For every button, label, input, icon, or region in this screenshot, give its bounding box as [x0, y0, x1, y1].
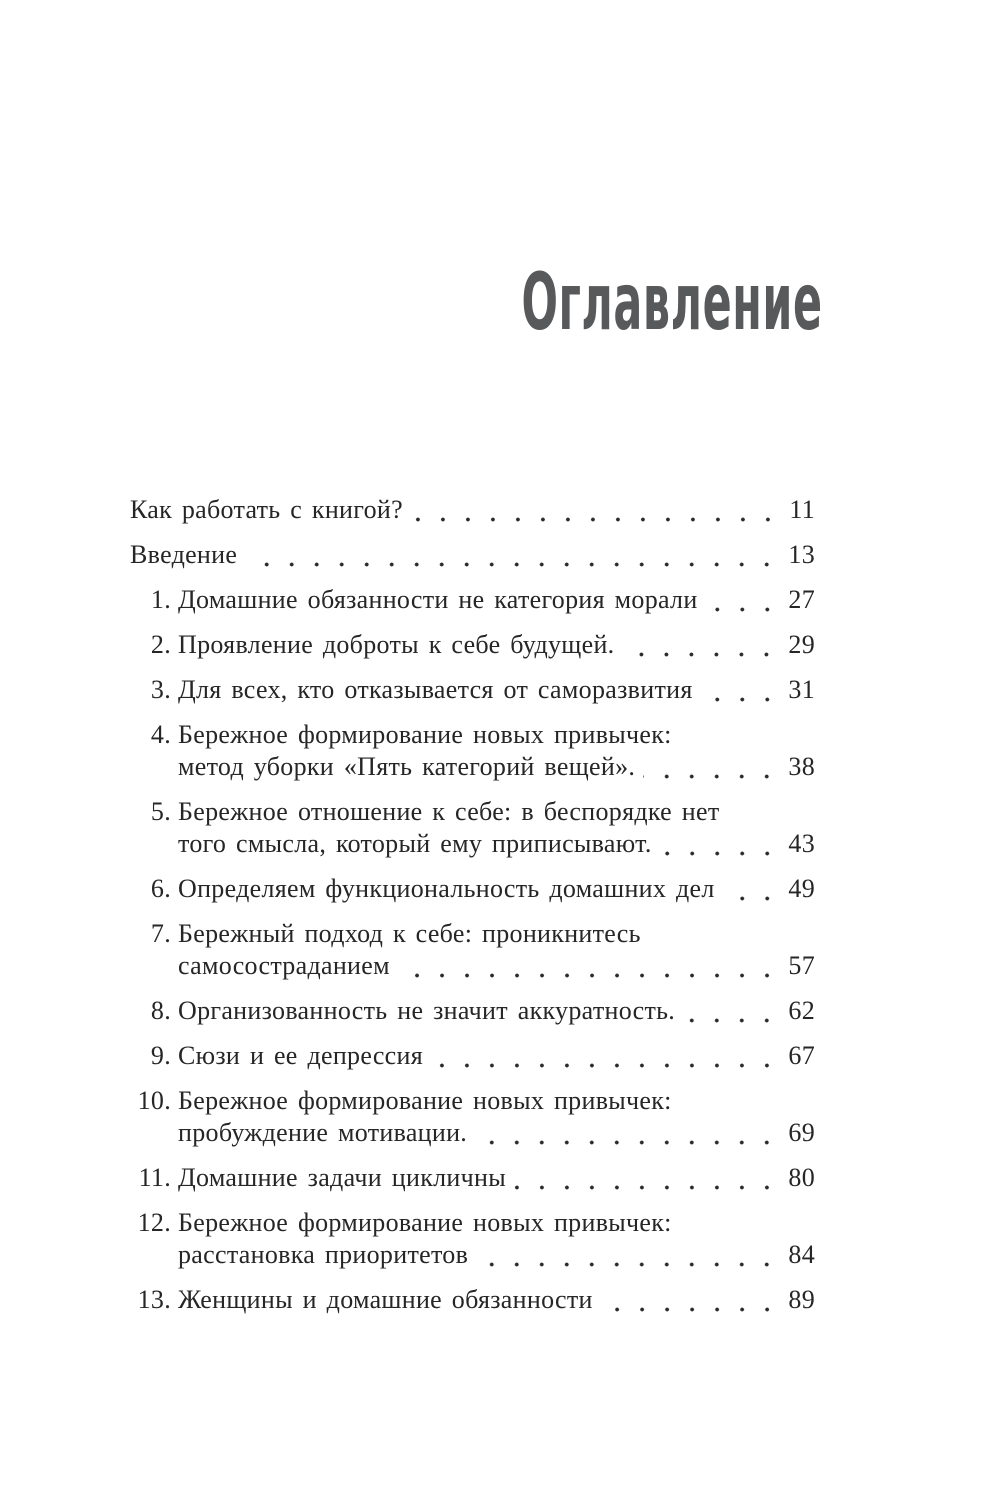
toc-entry-body — [178, 918, 815, 982]
toc-entry-number: 6. — [150, 874, 171, 903]
toc-entry-body — [178, 674, 815, 706]
dot-leader — [660, 828, 783, 860]
toc-entry-lastline — [178, 1162, 815, 1194]
toc-entry-page: 13 — [788, 540, 815, 569]
toc-entry — [130, 1284, 815, 1316]
toc-entry-body — [178, 873, 815, 905]
toc-entry-title: Организованность не значит аккуратность. — [178, 996, 676, 1025]
dot-leader — [701, 674, 783, 706]
toc-entry-title: Домашние обязанности не категория морали — [178, 585, 698, 614]
toc-entry-body — [178, 796, 815, 860]
toc-entry-lastline — [178, 1040, 815, 1072]
toc-entry-number: 7. — [150, 919, 171, 948]
toc-list — [130, 494, 815, 1329]
toc-entry-body — [130, 494, 815, 526]
toc-entry-page: 89 — [788, 1285, 815, 1314]
toc-entry-page: 49 — [788, 874, 815, 903]
toc-entry-number: 12. — [137, 1208, 171, 1237]
toc-entry — [130, 584, 815, 616]
dot-leader — [431, 1040, 782, 1072]
dot-leader — [723, 873, 783, 905]
toc-entry-title: Определяем функциональность домашних дел — [178, 874, 715, 903]
toc-entry-title: Введение — [130, 540, 238, 569]
toc-entry-title: Бережный подход к себе: проникнитесь — [178, 919, 641, 948]
dot-leader — [476, 1239, 782, 1271]
toc-entry-number: 11. — [138, 1163, 171, 1192]
dot-leader — [398, 950, 783, 982]
toc-entry-page: 11 — [789, 495, 815, 524]
toc-entry-lastline — [130, 494, 815, 526]
toc-entry-number: 10. — [137, 1086, 171, 1115]
toc-entry-page: 57 — [788, 951, 815, 980]
toc-entry-lastline — [178, 873, 815, 905]
page-title: Оглавление — [521, 258, 823, 349]
toc-entry — [130, 1040, 815, 1072]
toc-entry-title: Бережное формирование новых привычек: — [178, 720, 672, 749]
toc-entry — [130, 918, 815, 982]
toc-entry-body — [178, 1085, 815, 1149]
toc-entry-number: 8. — [150, 996, 171, 1025]
toc-entry-body — [178, 1162, 815, 1194]
toc-entry — [130, 539, 815, 571]
toc-entry-lastline — [178, 1239, 815, 1271]
toc-entry-lastline — [178, 674, 815, 706]
dot-leader — [643, 751, 782, 783]
toc-entry-body — [178, 629, 815, 661]
toc-entry-number: 9. — [150, 1041, 171, 1070]
toc-entry-page: 67 — [788, 1041, 815, 1070]
toc-entry — [130, 1085, 815, 1149]
toc-entry-body — [178, 719, 815, 783]
toc-entry — [130, 1207, 815, 1271]
toc-entry-page: 62 — [788, 996, 815, 1025]
toc-entry-title: Сюзи и ее депрессия — [178, 1041, 423, 1070]
toc-entry — [130, 1162, 815, 1194]
toc-entry-lastline — [178, 629, 815, 661]
toc-entry-title: Домашние задачи цикличны — [178, 1163, 506, 1192]
toc-entry-title: Бережное формирование новых привычек: — [178, 1086, 672, 1115]
dot-leader — [475, 1117, 782, 1149]
toc-entry-title: Как работать с книгой? — [130, 495, 403, 524]
toc-entry-number: 4. — [150, 720, 171, 749]
toc-entry-page: 29 — [788, 630, 815, 659]
toc-entry-page: 80 — [788, 1163, 815, 1192]
toc-entry-page: 27 — [788, 585, 815, 614]
toc-entry-number: 1. — [150, 585, 171, 614]
dot-leader — [622, 629, 782, 661]
dot-leader — [245, 539, 782, 571]
toc-entry-title: Для всех, кто отказывается от саморазвития — [178, 675, 693, 704]
toc-entry-lastline — [178, 950, 815, 982]
toc-entry — [130, 995, 815, 1027]
toc-entry-title: пробуждение мотивации. — [178, 1118, 468, 1147]
toc-entry-title: расстановка приоритетов — [178, 1240, 469, 1269]
toc-entry-body — [178, 995, 815, 1027]
toc-entry — [130, 719, 815, 783]
toc-entry-lastline — [178, 995, 815, 1027]
toc-entry-number: 13. — [137, 1285, 171, 1314]
toc-entry-title: Проявление доброты к себе будущей. — [178, 630, 615, 659]
toc-entry-page: 43 — [788, 829, 815, 858]
toc-entry-lastline — [130, 539, 815, 571]
toc-entry — [130, 629, 815, 661]
dot-leader — [683, 995, 782, 1027]
dot-leader — [706, 584, 783, 616]
toc-entry-page: 38 — [788, 752, 815, 781]
toc-entry-lastline — [178, 1117, 815, 1149]
toc-entry-number: 3. — [150, 675, 171, 704]
toc-entry-lastline — [178, 751, 815, 783]
toc-entry — [130, 796, 815, 860]
toc-entry-page: 84 — [788, 1240, 815, 1269]
toc-entry-page: 69 — [788, 1118, 815, 1147]
toc-entry — [130, 494, 815, 526]
toc-entry-title: Бережное формирование новых привычек: — [178, 1208, 672, 1237]
toc-entry-body — [178, 1207, 815, 1271]
toc-entry-body — [178, 584, 815, 616]
toc-entry — [130, 873, 815, 905]
toc-entry-title: метод уборки «Пять категорий вещей». — [178, 752, 636, 781]
toc-entry-title: самосостраданием — [178, 951, 390, 980]
dot-leader — [601, 1284, 783, 1316]
toc-entry-lastline — [178, 828, 815, 860]
dot-leader — [411, 494, 783, 526]
dot-leader — [514, 1162, 782, 1194]
toc-entry-title: Женщины и домашние обязанности — [178, 1285, 593, 1314]
toc-entry-body — [178, 1040, 815, 1072]
toc-entry-title: Бережное отношение к себе: в беспорядке нет — [178, 797, 720, 826]
toc-entry-number: 2. — [150, 630, 171, 659]
toc-entry-title: того смысла, который ему приписывают. — [178, 829, 652, 858]
toc-entry-body — [130, 539, 815, 571]
toc-entry-number: 5. — [150, 797, 171, 826]
toc-entry-body — [178, 1284, 815, 1316]
toc-entry — [130, 674, 815, 706]
toc-entry-lastline — [178, 1284, 815, 1316]
toc-entry-lastline — [178, 584, 815, 616]
toc-entry-page: 31 — [788, 675, 815, 704]
